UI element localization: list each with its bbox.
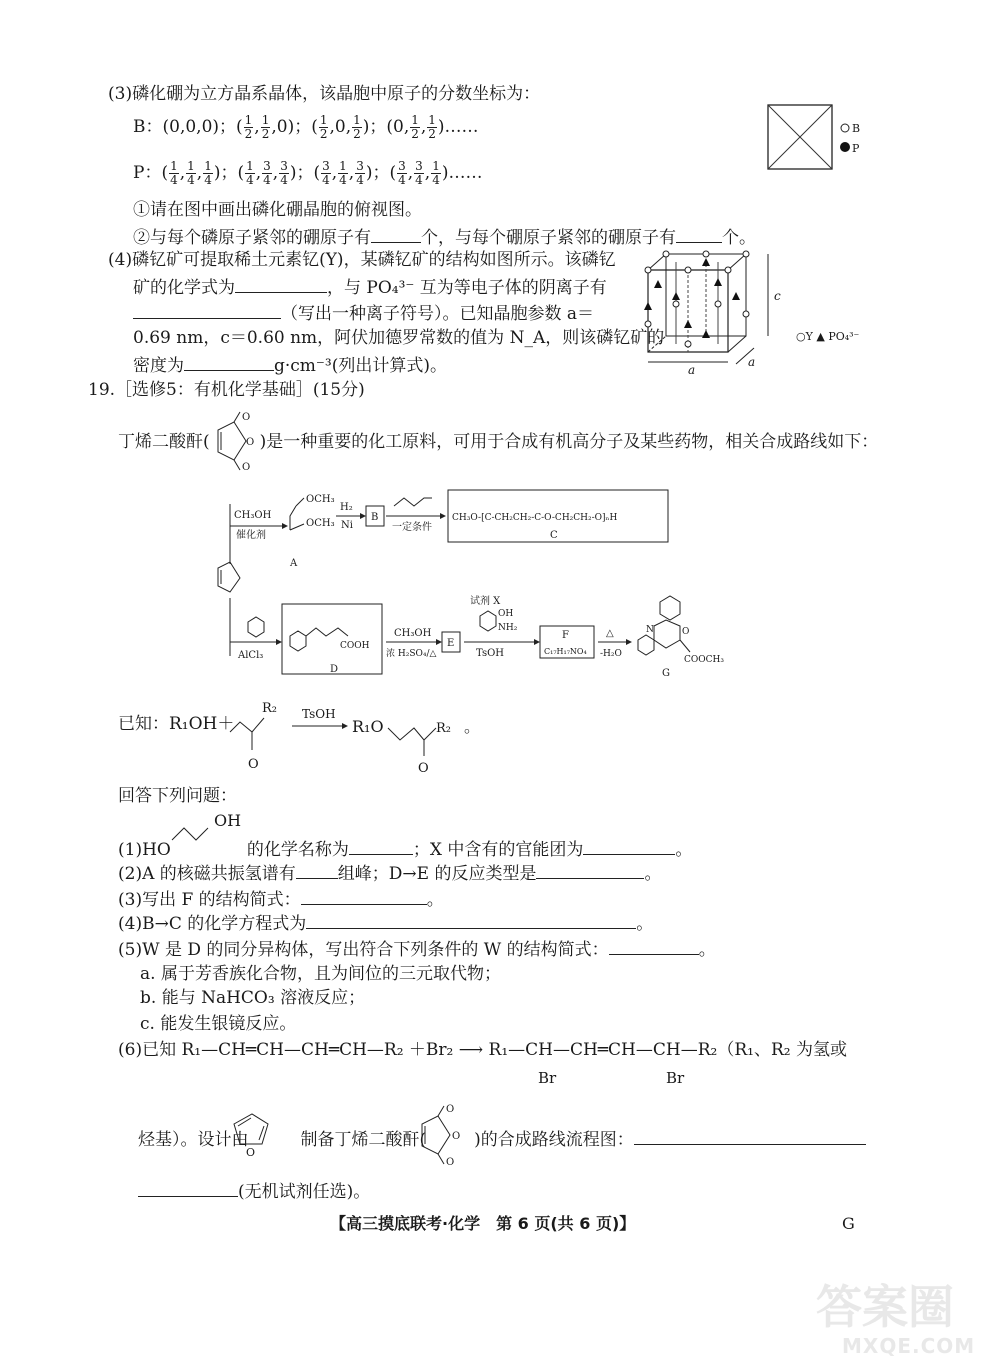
svg-text:O: O (242, 462, 251, 472)
svg-text:COOH: COOH (340, 641, 370, 651)
condition-c: c. 能发生银镜反应。 (140, 1014, 297, 1034)
answer-blank[interactable] (133, 302, 281, 319)
svg-text:OCH₃: OCH₃ (306, 494, 335, 505)
q4-line2: 矿的化学式为 ，与 PO₄³⁻ 互为等电子体的阴离子有 (133, 278, 607, 298)
paper-code: G (842, 1214, 855, 1233)
svg-text:试剂 X: 试剂 X (470, 596, 501, 607)
page-footer: 【高三摸底联考·化学 第 6 页(共 6 页)】 (330, 1214, 636, 1233)
svg-text:O: O (682, 627, 690, 637)
q4-crystal-structure-diagram (636, 244, 870, 376)
svg-text:O: O (446, 1104, 455, 1115)
svg-text:NH₂: NH₂ (498, 623, 518, 633)
svg-text:CH₃OH: CH₃OH (234, 510, 272, 521)
ethylene-glycol-structure (166, 806, 246, 846)
answer-blank[interactable] (536, 862, 644, 879)
svg-text:a: a (748, 355, 756, 369)
answer-blank[interactable] (235, 276, 327, 293)
svg-text:Ni: Ni (341, 520, 353, 531)
part6-br-2: Br (666, 1069, 685, 1087)
boron-legend-icon (841, 124, 849, 132)
svg-text:c: c (774, 289, 781, 303)
synthesis-scheme (190, 476, 890, 688)
q3-sub1: ①请在图中画出磷化硼晶胞的俯视图。 (133, 200, 422, 220)
answer-blank[interactable] (306, 912, 636, 929)
maleic-anhydride-structure (206, 410, 258, 472)
answer-blank[interactable] (296, 862, 338, 879)
svg-text:C: C (550, 530, 558, 541)
svg-text:O: O (446, 1157, 455, 1166)
watermark-site: MXQE.COM (842, 1334, 976, 1358)
known-reaction-lhs: 已知：R₁OH＋ (118, 714, 235, 734)
svg-text:E: E (447, 638, 455, 649)
svg-text:O: O (246, 437, 255, 448)
svg-text:COOCH₃: COOCH₃ (684, 655, 724, 665)
q3-sub2: ②与每个磷原子紧邻的硼原子有 个，与每个硼原子紧邻的硼原子有 个。 (133, 228, 756, 248)
phosphorus-legend-icon (840, 142, 850, 152)
q4-line1: (4)磷钇矿可提取稀土元素钇(Y)，某磷钇矿的结构如图所示。该磷钇 (108, 250, 616, 270)
svg-text:P: P (852, 142, 860, 155)
svg-text:OH: OH (498, 609, 514, 619)
part6-known: (6)已知 R₁—CH═CH—CH═CH—R₂ ＋Br₂ ⟶ R₁—CH—CH═CH—CH—R₂（R₁、R₂ 为氢或 (118, 1040, 847, 1060)
part1: (1)HO 的化学名称为 ；X 中含有的官能团为 。 (118, 840, 693, 860)
svg-text:△: △ (606, 628, 614, 639)
svg-text:OCH₃: OCH₃ (306, 518, 335, 529)
answer-heading: 回答下列问题： (118, 786, 237, 806)
watermark-logo: 答案圈 (816, 1280, 954, 1334)
svg-text:CH₃O-[C-CH₂CH₂-C-O-CH₂CH₂-O]ₙH: CH₃O-[C-CH₂CH₂-C-O-CH₂CH₂-O]ₙH (452, 513, 618, 523)
answer-blank[interactable] (349, 838, 413, 855)
svg-text:C₁₇H₁₇NO₄: C₁₇H₁₇NO₄ (544, 647, 587, 656)
svg-text:O: O (418, 761, 429, 776)
svg-text:O: O (246, 1146, 256, 1158)
q19-header: 19.［选修5：有机化学基础］(15分) (88, 380, 365, 400)
svg-text:CH₃OH: CH₃OH (394, 628, 432, 639)
svg-text:O: O (452, 1131, 461, 1142)
svg-text:R₂: R₂ (436, 721, 451, 736)
svg-text:催化剂: 催化剂 (236, 530, 266, 541)
answer-blank[interactable] (138, 1180, 238, 1197)
svg-text:○Y ▲ PO₄³⁻: ○Y ▲ PO₄³⁻ (796, 330, 860, 343)
maleic-anhydride-product-structure (410, 1102, 466, 1166)
svg-text:。: 。 (464, 717, 481, 736)
svg-text:TsOH: TsOH (476, 648, 504, 659)
svg-text:A: A (290, 558, 298, 569)
svg-text:O: O (248, 757, 259, 772)
svg-text:a: a (688, 363, 696, 376)
answer-blank[interactable] (371, 226, 421, 243)
svg-text:F: F (562, 630, 569, 641)
answer-blank[interactable] (583, 838, 675, 855)
svg-text:R₁O: R₁O (352, 717, 384, 736)
part6-tail: (无机试剂任选)。 (138, 1180, 370, 1202)
condition-a: a. 属于芳香族化合物，且为间位的三元取代物； (140, 964, 501, 984)
svg-text:N: N (646, 625, 654, 635)
svg-text:B: B (371, 512, 379, 523)
answer-blank[interactable] (634, 1128, 866, 1145)
q3-intro: (3)磷化硼为立方晶系晶体，该晶胞中原子的分数坐标为： (108, 84, 541, 104)
part2: (2)A 的核磁共振氢谱有 组峰；D→E 的反应类型是 。 (118, 864, 662, 884)
part6-route: 烃基）。设计由 制备丁烯二酸酐( )的合成路线流程图： (138, 1128, 866, 1150)
part5: (5)W 是 D 的同分异构体，写出符合下列条件的 W 的结构简式： 。 (118, 940, 716, 960)
svg-text:R₂: R₂ (262, 701, 277, 716)
svg-text:G: G (662, 668, 670, 679)
answer-blank[interactable] (184, 354, 274, 371)
answer-blank[interactable] (609, 938, 699, 955)
q3-p-coordinates: P：( $\frac{1}{4}$ , $\frac{1}{4}$ , $\frac{1}{4}$ )；( $\frac{1}{4}$ , $\frac{3}{4}$ , $\frac{3}{4}$ )；( $\frac{3}{4}$ , $\frac{1}{4}$ , $\frac{3}{4}$ )；( $\frac{3}{4}$ , $\frac{3}{4}$ , $\frac{1}{4}$ )…… (133, 159, 483, 187)
svg-text:H₂: H₂ (340, 502, 353, 513)
svg-text:-H₂O: -H₂O (600, 649, 622, 659)
q4-line5: 密度为 g·cm⁻³(列出计算式)。 (133, 356, 447, 376)
q3-b-coordinates: B：(0,0,0)；( $\frac{1}{2}$ , $\frac{1}{2}$ ,0)；( $\frac{1}{2}$ ,0, $\frac{1}{2}$ )；(0, $\frac{1}{2}$ , $\frac{1}{2}$ )…… (133, 113, 479, 141)
q4-line4: 0.69 nm，c＝0.60 nm，阿伏加德罗常数的值为 N_A，则该磷钇矿的 (133, 328, 665, 348)
part6-br-1: Br (538, 1069, 557, 1087)
part4: (4)B→C 的化学方程式为 。 (118, 914, 654, 934)
part3: (3)写出 F 的结构简式： 。 (118, 890, 444, 910)
svg-text:一定条件: 一定条件 (392, 522, 432, 533)
answer-blank[interactable] (676, 226, 722, 243)
answer-blank[interactable] (301, 888, 427, 905)
q19-intro: 丁烯二酸酐( )是一种重要的化工原料，可用于合成有机高分子及某些药物，相关合成路线如下： (118, 432, 879, 452)
svg-text:B: B (852, 122, 861, 135)
q4-line3: （写出一种离子符号）。已知晶胞参数 a＝ (133, 302, 594, 324)
svg-text:OH: OH (214, 811, 242, 830)
known-reaction-scheme (224, 694, 494, 776)
svg-text:浓 H₂SO₄/△: 浓 H₂SO₄/△ (386, 649, 437, 659)
q3-top-view-diagram[interactable] (765, 102, 875, 174)
svg-text:O: O (242, 412, 251, 423)
furan-structure (226, 1108, 276, 1158)
svg-text:TsOH: TsOH (302, 707, 336, 721)
condition-b: b. 能与 NaHCO₃ 溶液反应； (140, 988, 366, 1008)
svg-text:D: D (330, 664, 339, 675)
svg-text:AlCl₃: AlCl₃ (238, 650, 264, 661)
